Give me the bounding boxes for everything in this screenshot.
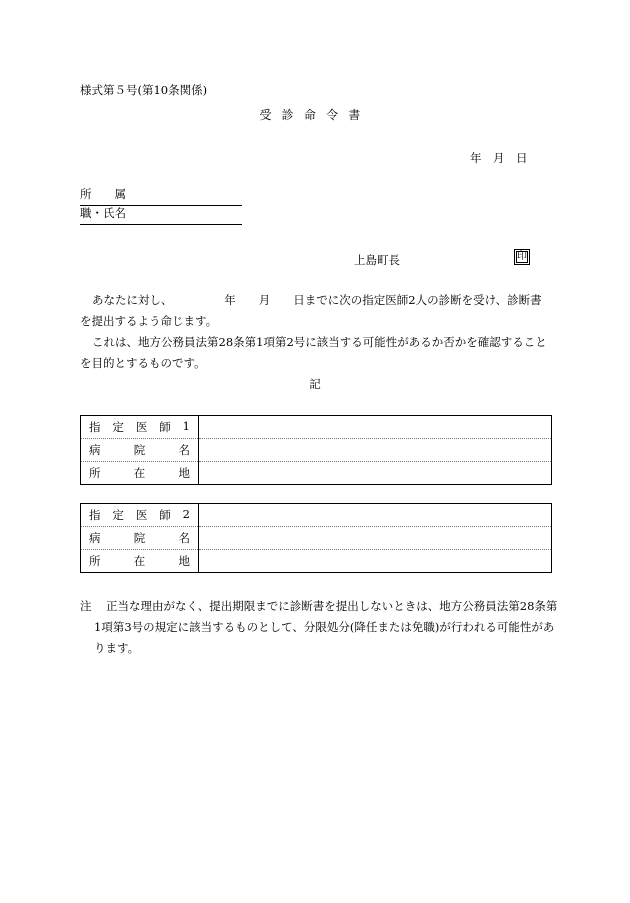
- doctor-2-name-field[interactable]: [199, 504, 552, 527]
- label-cell: [81, 416, 199, 439]
- label-char: 地: [178, 554, 190, 568]
- label-char: 所: [89, 466, 101, 480]
- label-char: 在: [133, 554, 146, 568]
- table-row: [81, 439, 552, 462]
- doctor-2-table: [80, 503, 552, 573]
- note-text: 正当な理由がなく、提出期限までに診断書を提出しないときは、地方公務員法第28条第1項第3号の規定に該当するものとして、分限処分(降任または免職)が行われる可能性があります。: [94, 599, 558, 655]
- ki-heading: 記: [309, 377, 321, 391]
- label-cell: [81, 462, 199, 485]
- hospital-2-name-field[interactable]: [199, 527, 552, 550]
- label-cell: [81, 527, 199, 550]
- label-char: 2: [182, 507, 190, 521]
- affiliation-line[interactable]: [80, 187, 242, 206]
- form-number: 様式第５号(第10条関係): [80, 83, 208, 97]
- table-row: [81, 550, 552, 573]
- issue-date: 年 月 日: [470, 151, 528, 165]
- seal-stamp: 印: [514, 249, 530, 265]
- label-cell: [81, 550, 199, 573]
- body-text: [80, 290, 550, 374]
- affiliation-block: [80, 187, 242, 225]
- hospital-1-name-field[interactable]: [199, 439, 552, 462]
- table-row: [81, 527, 552, 550]
- label-char: 1: [182, 419, 190, 433]
- label-char: 定: [112, 508, 124, 522]
- label-char: 師: [159, 420, 171, 434]
- label-cell: [81, 504, 199, 527]
- label-char: 在: [133, 466, 146, 480]
- label-char: 師: [159, 508, 171, 522]
- doctor-1-name-field[interactable]: [199, 416, 552, 439]
- label-char: 名: [178, 443, 190, 457]
- label-char: 地: [178, 466, 190, 480]
- label-char: 院: [133, 531, 146, 545]
- hospital-2-address-field[interactable]: [199, 550, 552, 573]
- label-char: 院: [133, 443, 146, 457]
- doctor-1-table: [80, 415, 552, 485]
- label-char: 指: [89, 508, 101, 522]
- label-char: 病: [89, 443, 101, 457]
- label-char: 病: [89, 531, 101, 545]
- note-label: 注: [80, 599, 92, 613]
- hospital-1-address-field[interactable]: [199, 462, 552, 485]
- job-name-line[interactable]: [80, 206, 242, 225]
- label-char: 所: [89, 554, 101, 568]
- table-row: [81, 462, 552, 485]
- note-block: [80, 596, 560, 659]
- issuer-name: 上島町長: [354, 253, 400, 267]
- job-name-label: 職・氏名: [80, 206, 126, 220]
- paragraph-instruction: あなたに対し、 年 月 日までに次の指定医師2人の診断を受け、診断書を提出するよう命じます。: [80, 293, 542, 328]
- table-row: [81, 416, 552, 439]
- label-char: 定: [112, 420, 124, 434]
- label-char: 医: [135, 420, 148, 434]
- document-title: 受診命令書: [259, 108, 371, 122]
- label-char: 医: [135, 508, 148, 522]
- label-cell: [81, 439, 199, 462]
- table-row: [81, 504, 552, 527]
- label-char: 名: [178, 531, 190, 545]
- label-char: 指: [89, 420, 101, 434]
- paragraph-purpose: これは、地方公務員法第28条第1項第2号に該当する可能性があるか否かを確認することを目的とするものです。: [80, 335, 547, 370]
- affiliation-label: 所 属: [80, 187, 126, 201]
